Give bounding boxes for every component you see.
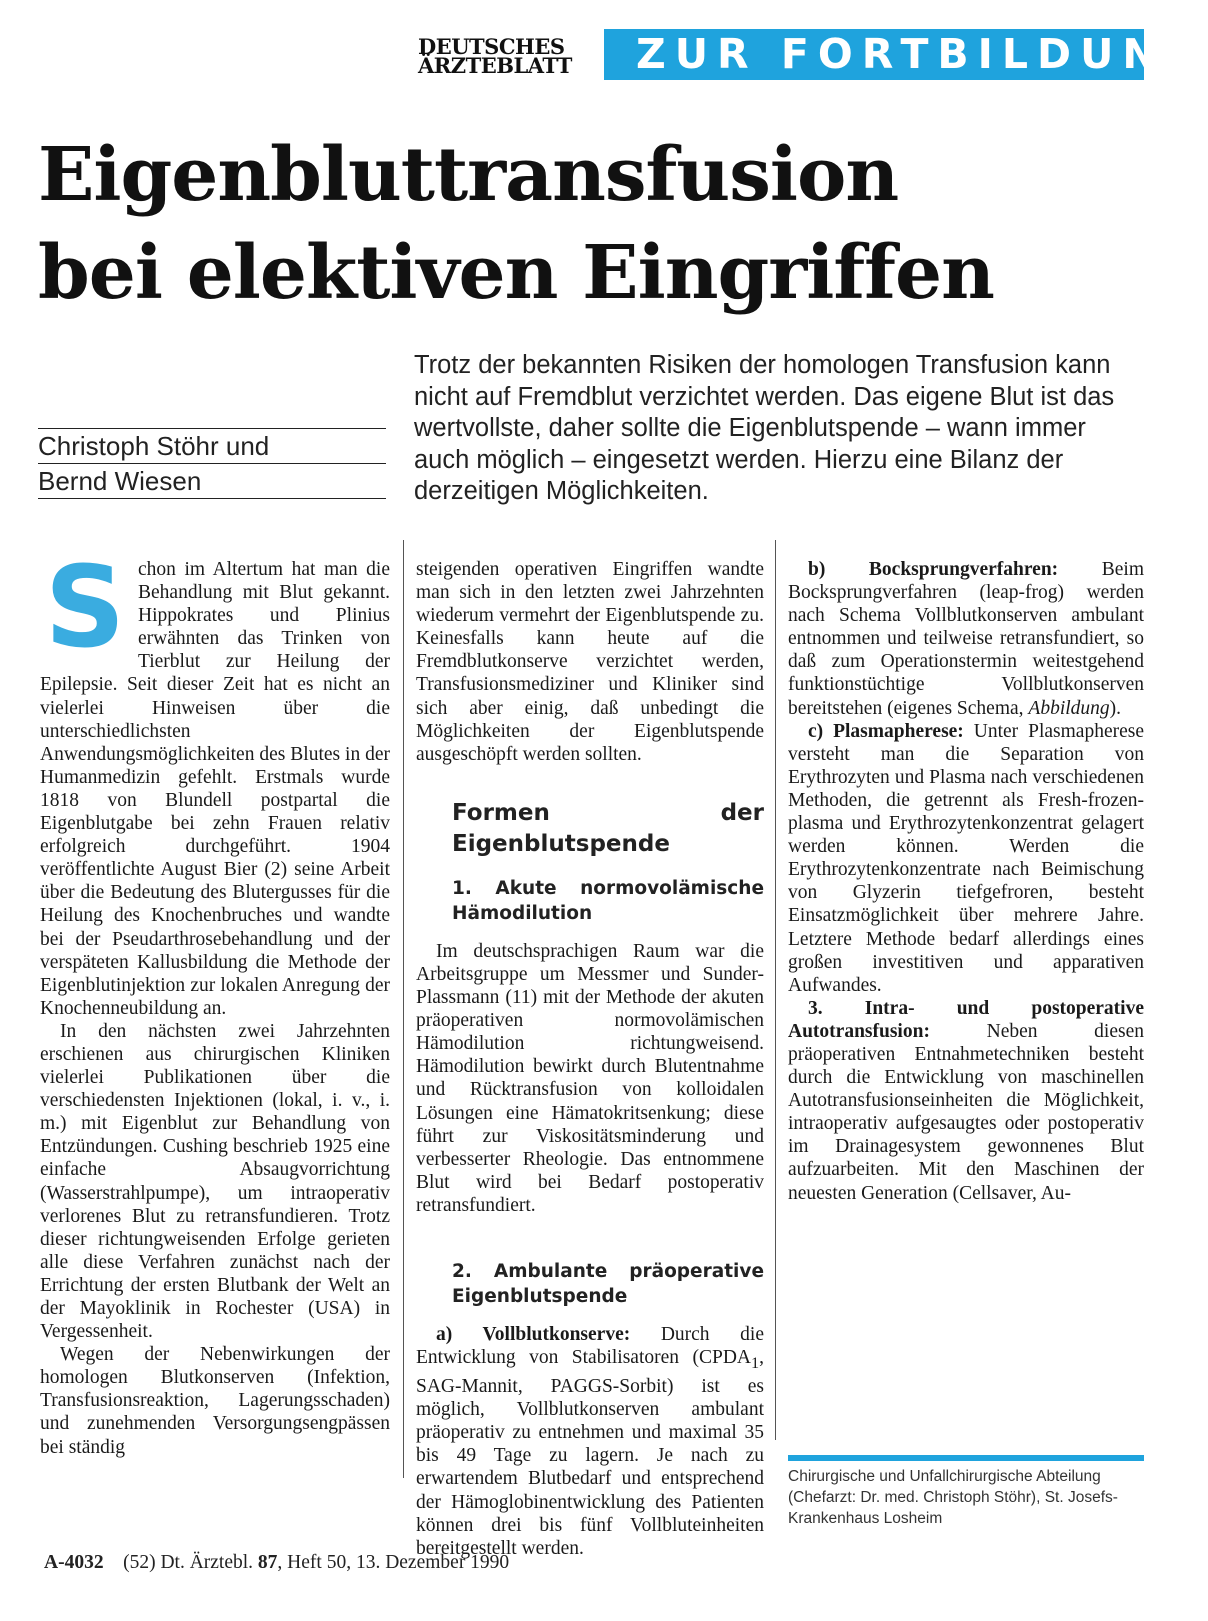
- section-heading: Formen der Eigenblutspende: [452, 799, 764, 857]
- article-title: [38, 126, 1138, 322]
- column-divider-1: [403, 540, 404, 1478]
- body-paragraph: chon im Altertum hat man die Behandlung mit Blut gekannt. Hippokrates und Plinius erwähnten das Trinken von Tierblut zur Heilung der Epilepsie. Seit dieser Zeit hat es nicht an vielerlei Hinweisen über die unterschiedlichsten Anwendungsmöglichkeiten des Blutes in der Humanmedizin gefehlt. Erstmals wurde 1818 von Blundell postpartal die Eigenblutgabe bei zehn Frauen relativ erfolgreich durchgeführt. 1904 veröffentlichte August Bier (2) seine Arbeit über die Bedeutung des Blutergusses für die Heilung des Knochenbruches und wandte bei der Pseudarthrosebehandlung und der verspäteten Kallusbildung die Methode der Eigenblutinjektion zur lokalen Anregung der Knochenneubildung an.: [40, 559, 390, 1019]
- title-line-1: Eigenbluttransfusion: [38, 132, 899, 218]
- column-3: [788, 558, 1144, 1205]
- author-line-2: Bernd Wiesen: [38, 466, 202, 496]
- run-in-label: 3. Intra- und postoperative Autotransfusion:: [788, 997, 1144, 1042]
- body-paragraph: [788, 558, 1144, 720]
- body-paragraph: Im deutschsprachigen Raum war die Arbeitsgruppe um Messmer und Sunder-Plassmann (11) mit der Methode der akuten präoperativen normovolämischen Hämodilution richtungweisend. Hämodilution bewirkt durch Blutentnahme und Rücktransfusion von kolloidalen Lösungen eine Hämatokritsenkung; diese führt zur Viskositätsminderung und verbesserter Rheologie. Das entnommene Blut wird bei Bedarf postoperativ retransfundiert.: [416, 940, 764, 1216]
- page-code: A-4032: [44, 1552, 104, 1573]
- paragraph-text: , SAG-Mannit, PAGGS-Sorbit) ist es möglich, Vollblutkonserven ambulant präoperativ zu entnehmen und maximal 35 bis 49 Tage zu lagern. Je nach zu erwartendem Blutbedarf und entsprechend der Hämoglobinentwicklung des Patienten können drei bis fünf Vollbluteinheiten bereitgestellt werden.: [416, 1347, 764, 1559]
- paragraph-text: Durch die Entwicklung von Stabilisatoren (CPDA: [416, 1323, 764, 1369]
- journal-masthead: [418, 34, 576, 78]
- affiliation-rule: [788, 1455, 1144, 1461]
- citation-text: (52) Dt. Ärztebl.: [123, 1552, 258, 1573]
- masthead-line-2: ÄRZTEBLATT: [418, 53, 572, 78]
- subsection-heading: 2. Ambulante präoperative Eigenblutspende: [452, 1260, 764, 1307]
- column-1: [40, 543, 390, 1459]
- section-banner: ZUR FORTBILDUNG: [604, 29, 1144, 80]
- paragraph-text: Unter Plasmapherese versteht man die Separation von Erythrozyten und Plasma nach verschiedenen Methoden, die getrennt als Fresh-frozen-plasma und Erythrozytenkonzentrat gelagert werden können. Werden die Erythrozytenkonzentrate nach Beimischung von Glyzerin tiefgefroren, besteht Einsatzmöglichkeit über mehrere Jahre. Letztere Methode bedarf allerdings eines großen investitiven und apparativen Aufwandes.: [788, 720, 1144, 996]
- citation-text-2: , Heft 50, 13. Dezember 1990: [277, 1552, 510, 1573]
- paragraph-text: Neben diesen präoperativen Entnahmetechniken besteht durch die Entwicklung von maschinellen Autotransfusionseinheiten die Möglichkeit, intraoperativ aufgesaugtes oder postoperativ im Drainagesystem gewonnenes Blut aufzuarbeiten. Mit den Maschinen der neuesten Generation (Cellsaver, Au-: [788, 1020, 1144, 1204]
- body-paragraph: [416, 1323, 764, 1560]
- subscript: 1: [751, 1353, 760, 1372]
- column-2: [416, 558, 764, 1560]
- body-paragraph: steigenden operativen Eingriffen wandte man sich in den letzten zwei Jahrzehnten wiederum vermehrt der Eigenblutspende zu. Keinesfalls kann heute auf die Fremdblutkonserve verzichtet werden, Transfusionsmediziner und Kliniker sind sich aber einig, daß unbedingt die Möglichkeiten der Eigenblutspende ausgeschöpft werden sollten.: [416, 559, 764, 765]
- subsection-heading: 1. Akute normovolämische Hämodilution: [452, 877, 764, 924]
- body-paragraph: [788, 997, 1144, 1205]
- page-footer: [44, 1552, 509, 1574]
- column-divider-2: [775, 540, 776, 1440]
- lead-paragraph: Trotz der bekannten Risiken der homologen Transfusion kann nicht auf Fremdblut verzichtet werden. Das eigene Blut ist das wertvollste, daher sollte die Eigenblutspende – wann immer auch möglich – eingesetzt werden. Hierzu eine Bilanz der derzeitigen Möglichkeiten.: [414, 351, 1115, 505]
- run-in-label: b) Bocksprungverfahren:: [808, 559, 1059, 580]
- run-in-label: a) Vollblutkonserve:: [436, 1323, 631, 1345]
- body-paragraph: In den nächsten zwei Jahrzehnten erschienen aus chirurgischen Kliniken vielerlei Publikationen über die verschiedensten Injektionen (lokal, i. v., i. m.) mit Eigenblut zur Behandlung von Entzündungen. Cushing beschrieb 1925 eine einfache Absaugvorrichtung (Wasserstrahlpumpe), um intraoperativ verlorenes Blut zu retransfundieren. Trotz dieser richtungweisenden Erfolge gerieten alle diese Verfahren zunächst nach der Errichtung der ersten Blutbank der Welt an der Mayoklinik in Rochester (USA) in Vergessenheit.: [40, 1020, 390, 1343]
- figure-reference: Abbildung: [1028, 697, 1110, 719]
- author-block: [38, 428, 386, 499]
- drop-cap: S: [44, 543, 126, 673]
- paragraph-text: ).: [1109, 697, 1122, 719]
- title-line-2: bei elektiven Eingriffen: [38, 230, 994, 316]
- author-line-1: Christoph Stöhr und: [38, 429, 386, 464]
- run-in-label: c) Plasmapherese:: [808, 720, 964, 742]
- body-paragraph: Wegen der Nebenwirkungen der homologen Blutkonserven (Infektion, Transfusionsreaktion, Lagerungsschaden) und zunehmenden Versorgungsengpässen bei ständig: [40, 1344, 390, 1458]
- author-affiliation: Chirurgische und Unfallchirurgische Abteilung (Chefarzt: Dr. med. Christoph Stöhr), St. Josefs-Krankenhaus Losheim: [788, 1468, 1118, 1527]
- body-paragraph: [788, 720, 1144, 997]
- paragraph-text: Beim Bocksprungverfahren (leap-frog) werden nach Schema Vollblutkonserven ambulant entnommen und teilweise retransfundiert, so daß zum Operationstermin weitestgehend funktionstüchtige Vollblutkonserven bereitstehen (eigenes Schema,: [788, 559, 1144, 719]
- masthead-line-1: DEUTSCHES: [418, 34, 565, 59]
- volume-number: 87: [257, 1552, 278, 1573]
